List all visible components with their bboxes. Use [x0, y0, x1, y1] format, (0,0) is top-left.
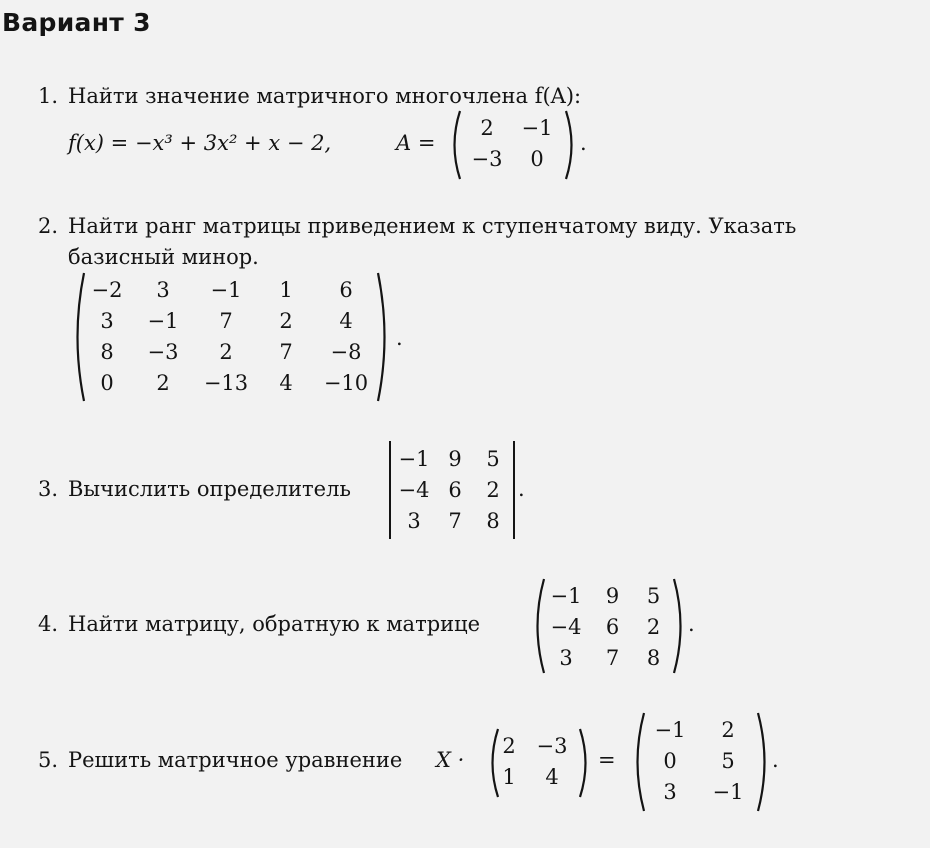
matrix-cell: 2 [646, 614, 661, 639]
matrix-cell: 1 [279, 277, 293, 302]
matrix-cell: 0 [663, 748, 677, 773]
task-2-matrix [82, 274, 378, 398]
matrix-cell: −1 [550, 583, 582, 608]
matrix-cell: −8 [330, 339, 362, 364]
matrix-cell: 4 [339, 308, 353, 333]
matrix-cell: −1 [712, 779, 744, 804]
task-2-right-paren [376, 272, 392, 402]
matrix-cell: 1 [502, 764, 516, 789]
task-1-number: 1. [38, 84, 59, 108]
matrix-cell: 2 [480, 115, 494, 140]
task-2-period: . [396, 326, 403, 350]
task-5-right-matrix-right-paren [756, 712, 772, 812]
task-1-text: Найти значение матричного многочлена f(A): [68, 84, 582, 108]
matrix-cell: 3 [663, 779, 677, 804]
matrix-cell: −4 [550, 614, 582, 639]
matrix-cell: 2 [486, 477, 500, 502]
task-1-heading [38, 84, 581, 108]
matrix-cell: −2 [91, 277, 123, 302]
matrix-cell: 4 [545, 764, 559, 789]
task-2-number: 2. [38, 214, 59, 238]
task-1-period: . [580, 131, 587, 155]
task-5-number: 5. [38, 748, 59, 772]
task-1-formula: f(x) = −x³ + 3x² + x − 2, [68, 131, 332, 155]
task-2-text-line1: Найти ранг матрицы приведением к ступенчатому виду. Указать [68, 214, 797, 238]
matrix-cell: 9 [448, 446, 462, 471]
matrix-cell: 2 [219, 339, 233, 364]
matrix-cell: −3 [536, 733, 568, 758]
matrix-cell: 4 [279, 370, 293, 395]
task-5-variable: X · [436, 748, 465, 772]
task-3-period: . [518, 477, 525, 501]
task-4-text: Найти матрицу, обратную к матрице [68, 612, 481, 636]
task-3-matrix [392, 443, 512, 536]
task-5-left-matrix-right-paren [578, 728, 592, 798]
task-1-matrix-label: A = [396, 131, 436, 155]
task-4-right-paren [672, 578, 688, 674]
matrix-cell: 5 [721, 748, 735, 773]
matrix-cell: 6 [605, 614, 620, 639]
matrix-cell: −4 [398, 477, 430, 502]
task-3-right-bar [512, 441, 516, 539]
matrix-cell: −1 [398, 446, 430, 471]
matrix-cell: 0 [100, 370, 114, 395]
matrix-cell: 2 [279, 308, 293, 333]
task-4-period: . [688, 612, 695, 636]
task-5-heading [38, 748, 402, 772]
matrix-cell: 8 [100, 339, 114, 364]
matrix-cell: −1 [654, 717, 686, 742]
matrix-cell: 8 [646, 645, 661, 670]
task-5-equals: = [598, 748, 616, 772]
matrix-cell: 2 [721, 717, 735, 742]
page-title: Вариант 3 [2, 8, 151, 37]
matrix-cell: 5 [646, 583, 661, 608]
matrix-cell: 3 [156, 277, 170, 302]
matrix-cell: 7 [605, 645, 620, 670]
task-2-heading [38, 214, 796, 238]
task-5-left-matrix [494, 730, 580, 792]
matrix-cell: −1 [147, 308, 179, 333]
matrix-cell: 2 [502, 733, 516, 758]
matrix-cell: −1 [210, 277, 242, 302]
task-5-period: . [772, 748, 779, 772]
task-4-number: 4. [38, 612, 59, 636]
matrix-cell: 3 [407, 508, 421, 533]
matrix-cell: 7 [219, 308, 233, 333]
matrix-cell: −3 [471, 146, 503, 171]
task-4-matrix [540, 580, 674, 673]
matrix-cell: 9 [605, 583, 620, 608]
matrix-cell: −10 [323, 370, 369, 395]
task-3-heading [38, 477, 351, 501]
matrix-cell: 3 [100, 308, 114, 333]
matrix-cell: 2 [156, 370, 170, 395]
matrix-cell: 5 [486, 446, 500, 471]
matrix-cell: −3 [147, 339, 179, 364]
task-2-text-line2: базисный минор. [68, 245, 259, 269]
matrix-cell: 7 [279, 339, 293, 364]
matrix-cell: 0 [530, 146, 544, 171]
task-3-number: 3. [38, 477, 59, 501]
matrix-cell: 8 [486, 508, 500, 533]
task-1-left-paren [448, 110, 462, 180]
matrix-cell: 6 [448, 477, 462, 502]
matrix-cell: 3 [559, 645, 573, 670]
matrix-cell: 7 [448, 508, 462, 533]
task-5-text: Решить матричное уравнение [68, 748, 403, 772]
task-1-right-paren [564, 110, 578, 180]
task-4-heading [38, 612, 480, 636]
matrix-cell: 6 [339, 277, 353, 302]
task-3-text: Вычислить определитель [68, 477, 351, 501]
matrix-cell: −1 [521, 115, 553, 140]
task-5-right-matrix [642, 714, 758, 807]
matrix-cell: −13 [203, 370, 249, 395]
task-1-matrix [462, 112, 562, 174]
